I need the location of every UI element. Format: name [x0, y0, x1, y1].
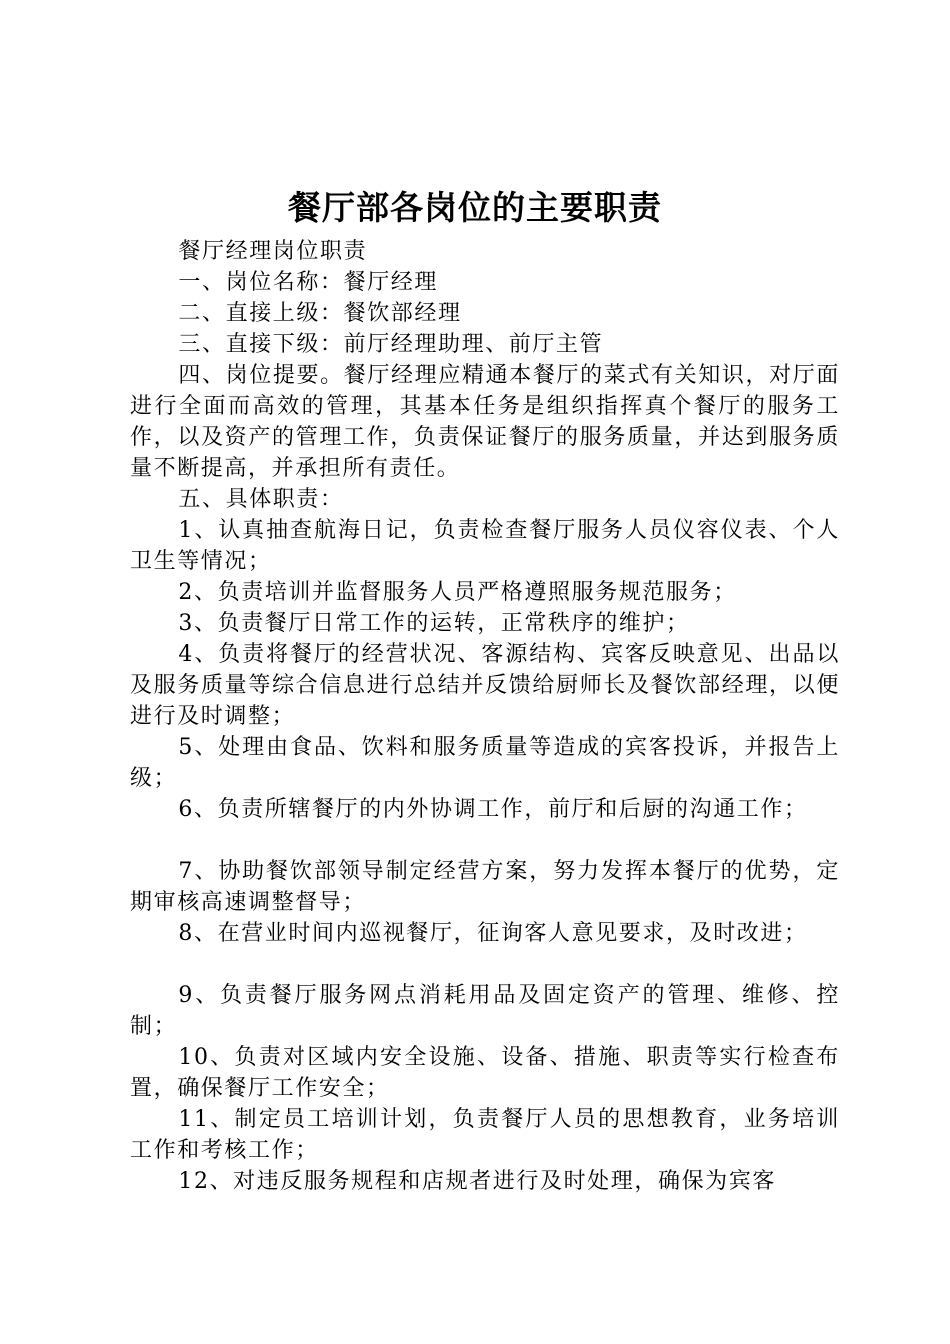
paragraph: 三、直接下级：前厅经理助理、前厅主管 — [178, 332, 604, 357]
duty-item: 4、负责将餐厅的经营状况、客源结构、宾客反映意见、出品以及服务质量等综合信息进行总结并反馈给厨师长及餐饮部经理，以便进行及时调整； — [130, 642, 840, 729]
document-body — [130, 236, 840, 1197]
duty-item: 11、制定员工培训计划，负责餐厅人员的思想教育，业务培训工作和考核工作； — [130, 1107, 840, 1163]
duty-item: 9、负责餐厅服务网点消耗用品及固定资产的管理、维修、控制； — [130, 983, 840, 1039]
paragraph: 五、具体职责： — [178, 487, 344, 512]
duty-item: 2、负责培训并监督服务人员严格遵照服务规范服务； — [178, 580, 737, 605]
paragraph: 四、岗位提要。餐厅经理应精通本餐厅的菜式有关知识，对厅面进行全面而高效的管理，其基本任务是组织指挥真个餐厅的服务工作，以及资产的管理工作，负责保证餐厅的服务质量，并达到服务质量不断提高，并承担所有责任。 — [130, 363, 840, 481]
paragraph: 二、直接上级：餐饮部经理 — [178, 301, 462, 326]
duty-item: 1、认真抽查航海日记，负责检查餐厅服务人员仪容仪表、个人卫生等情况； — [130, 518, 840, 574]
duty-item: 3、负责餐厅日常工作的运转，正常秩序的维护； — [178, 611, 690, 636]
duty-item: 7、协助餐饮部领导制定经营方案，努力发挥本餐厅的优势，定期审核高速调整督导； — [130, 859, 840, 915]
paragraph: 一、岗位名称：餐厅经理 — [178, 270, 438, 295]
document-title: 餐厅部各岗位的主要职责 — [288, 188, 662, 227]
duty-item: 5、处理由食品、饮料和服务质量等造成的宾客投诉，并报告上级； — [130, 735, 840, 791]
section-heading: 餐厅经理岗位职责 — [178, 239, 368, 264]
duty-item: 12、对违反服务规程和店规者进行及时处理，确保为宾客 — [178, 1169, 776, 1194]
duty-item: 10、负责对区域内安全设施、设备、措施、职责等实行检查布置，确保餐厅工作安全； — [130, 1045, 840, 1101]
duty-item: 8、在营业时间内巡视餐厅，征询客人意见要求，及时改进； — [178, 921, 808, 946]
duty-item: 6、负责所辖餐厅的内外协调工作，前厅和后厨的沟通工作； — [178, 797, 808, 822]
